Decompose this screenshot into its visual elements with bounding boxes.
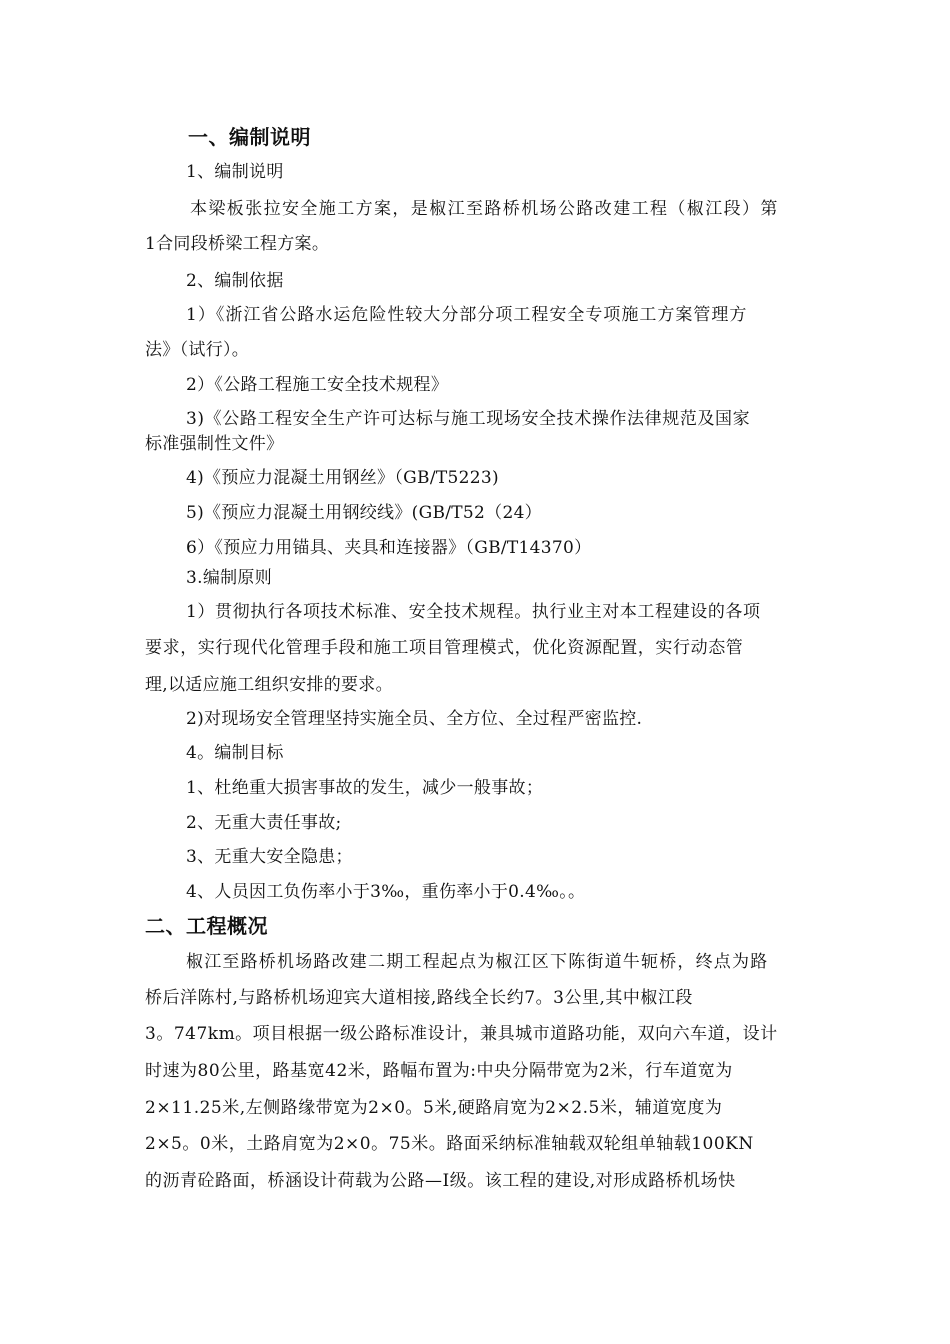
overview-paragraph-line: 桥后洋陈村,与路桥机场迎宾大道相接,路线全长约7。3公里,其中椒江段 [145, 988, 693, 1008]
principle-item-1-cont: 要求，实行现代化管理手段和施工项目管理模式，优化资源配置，实行动态管 [145, 638, 744, 658]
basis-item-5: 5)《预应力混凝土用钢绞线》(GB/T52（24） [186, 503, 542, 523]
section-heading-compilation: 一、编制说明 [188, 125, 311, 149]
goal-item-1: 1、杜绝重大损害事故的发生，减少一般事故； [186, 778, 544, 798]
principle-item-2: 2)对现场安全管理坚持实施全员、全方位、全过程严密监控. [186, 709, 643, 729]
goal-item-4: 4、人员因工负伤率小于3‰，重伤率小于0.4‰。。 [186, 882, 586, 902]
basis-item-6: 6）《预应力用锚具、夹具和连接器》（GB/T14370） [186, 538, 592, 558]
subheading-compilation-note: 1、编制说明 [186, 162, 284, 182]
basis-item-1: 1）《浙江省公路水运危险性较大分部分项工程安全专项施工方案管理方 [186, 305, 748, 325]
principle-item-1: 1）贯彻执行各项技术标准、安全技术规程。执行业主对本工程建设的各项 [186, 602, 761, 622]
overview-paragraph-line: 2×11.25米,左侧路缘带宽为2×0。5米,硬路肩宽为2×2.5米，辅道宽度为 [145, 1098, 723, 1118]
basis-item-3-cont: 标准强制性文件》 [145, 434, 284, 454]
section-heading-project-overview: 二、工程概况 [145, 914, 268, 938]
basis-item-4: 4)《预应力混凝土用钢丝》（GB/T5223) [186, 468, 499, 488]
goal-item-3: 3、无重大安全隐患； [186, 847, 353, 867]
subheading-compilation-basis: 2、编制依据 [186, 271, 284, 291]
overview-paragraph-line: 的沥青砼路面，桥涵设计荷载为公路—Ⅰ级。该工程的建设,对形成路桥机场快 [145, 1171, 736, 1191]
basis-item-3: 3)《公路工程安全生产许可达标与施工现场安全技术操作法律规范及国家 [186, 409, 751, 429]
overview-paragraph-line: 3。747km。项目根据一级公路标准设计，兼具城市道路功能，双向六车道，设计 [145, 1024, 778, 1044]
basis-item-2: 2）《公路工程施工安全技术规程》 [186, 375, 449, 395]
goal-item-2: 2、无重大责任事故; [186, 813, 342, 833]
paragraph-line: 1合同段桥梁工程方案。 [145, 234, 330, 254]
principle-item-1-cont: 理,以适应施工组织安排的要求。 [145, 675, 393, 695]
subheading-compilation-principle: 3.编制原则 [186, 568, 273, 588]
overview-paragraph-line: 时速为80公里，路基宽42米，路幅布置为:中央分隔带宽为2米，行车道宽为 [145, 1061, 733, 1081]
overview-paragraph-line: 椒江至路桥机场路改建二期工程起点为椒江区下陈街道牛轭桥，终点为路 [186, 952, 769, 972]
subheading-compilation-goal: 4。编制目标 [186, 743, 284, 763]
basis-item-1-cont: 法》（试行）。 [145, 340, 250, 360]
paragraph-line: 本梁板张拉安全施工方案，是椒江至路桥机场公路改建工程（椒江段）第 [190, 199, 779, 219]
overview-paragraph-line: 2×5。0米，土路肩宽为2×0。75米。路面采纳标准轴载双轮组单轴载100KN [145, 1134, 754, 1154]
